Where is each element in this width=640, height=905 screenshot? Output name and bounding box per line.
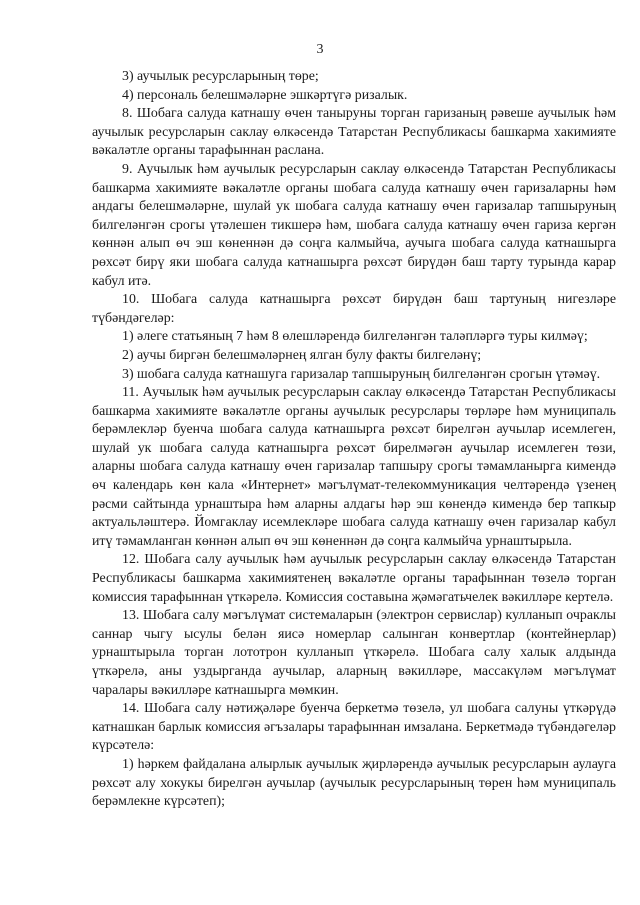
document-body <box>92 68 616 812</box>
list-item: 1) һәркем файдалана алырлык аучылык җирләрендә аучылык ресурсларын аулауга рөхсәт алу хокукы бирелгән аучылар (аучылык ресурсларының төрен һәм муниципаль берәмлекне күрсәтеп); <box>92 756 616 810</box>
list-item: 2) аучы биргән белешмәләрнең ялган булу факты билгеләнү; <box>122 347 482 363</box>
list-item: 4) персональ белешмәләрне эшкәртүгә ризалык. <box>122 87 408 103</box>
list-item: 3) шобага салуда катнашуга гаризалар тапшыруның билгеләнгән срогын үтәмәү. <box>122 366 601 382</box>
paragraph-12: 12. Шобага салу аучылык һәм аучылык ресурсларын саклау өлкәсендә Татарстан Республикасы башкарма хакимиятенең вәкаләтле органы тарафыннан төзелә торган комиссия тарафыннан үткәрелә. Комиссия составына җәмәгатьчелек вәкилләре кертелә. <box>92 552 616 605</box>
list-item: 1) әлеге статьяның 7 һәм 8 өлешләрендә билгеләнгән таләпләргә туры килмәү; <box>122 329 588 345</box>
paragraph-9: 9. Аучылык һәм аучылык ресурсларын саклау өлкәсендә Татарстан Республикасы башкарма хакимияте вәкаләтле органы шобага салуда катнашу өчен гаризаларны һәм андагы белешмәләрне, шулай ук шобага салуда катнашу өчен гаризалар тапшыруның билгеләнгән срогы үтәлешен тикшерә һәм, шобага салуда катнашу өчен гариза кергән көннән алып өч эш көненнән дә соңга калмыйча, аучыга шобага салуда катнашырга рөхсәт бирү яки шобага салуда катнашырга рөхсәт бирүдән баш тарту турында карар кабул итә. <box>92 161 616 289</box>
paragraph-11: 11. Аучылык һәм аучылык ресурсларын саклау өлкәсендә Татарстан Республикасы башкарма хакимияте вәкаләтле органы аучылык ресурслары төрләре һәм муниципаль берәмлекләр буенча шобага салуда катнашырга рөхсәт бирелгән аучылар исемлеген, шулай ук шобага салуда катнашырга рөхсәт бирелмәгән аучылар исемлеген төзи, аларны шобага салуда катнашу өчен гаризалар тапшыру срогы тәмамланырга кимендә өч календарь көн кала «Интернет» мәгълүмат-телекоммуникация челтәрендә үзенең рәсми сайтында урнаштыра һәм аларны алдагы һәр эш көнендә кимендә бер тапкыр актуальләштерә. Йомгаклау исемлекләре шобага салуда катнашу өчен гаризалар кабул итү тәмамланган көннән алып өч эш көненнән дә соңга калмыйча урнаштырыла. <box>92 385 616 549</box>
paragraph-14: 14. Шобага салу нәтиҗәләре буенча беркетмә төзелә, ул шобага салуны үткәрүдә катнашкан барлык комиссия әгъзалары тарафыннан имзалана. Беркетмәдә түбәндәгеләр күрсәтелә: <box>92 701 616 754</box>
paragraph-13: 13. Шобага салу мәгълүмат системаларын (электрон сервислар) кулланып очраклы саннар чыгу ысулы белән яисә номерлар салынган конвертлар (контейнерлар) урнаштырыла торган лототрон кулланып үткәрелә. Шобага салу халык алдында үткәрелә, аны уздырганда аучылар, аларның вәкилләре, массакүләм мәгълүмат чаралары вәкилләре катнашырга мөмкин. <box>92 608 616 698</box>
list-item: 3) аучылык ресурсларының төре; <box>122 69 319 84</box>
page-number: 3 <box>316 42 324 57</box>
paragraph-10: 10. Шобага салуда катнашырга рөхсәт бирүдән баш тартуның нигезләре түбәндәгеләр: <box>92 292 616 326</box>
paragraph-8: 8. Шобага салуда катнашу өчен таныруны торган гаризаның рәвеше аучылык һәм аучылык ресурсларын саклау өлкәсендә Татарстан Республикасы башкарма хакимияте вәкаләтле органы тарафыннан раслана. <box>92 106 616 159</box>
